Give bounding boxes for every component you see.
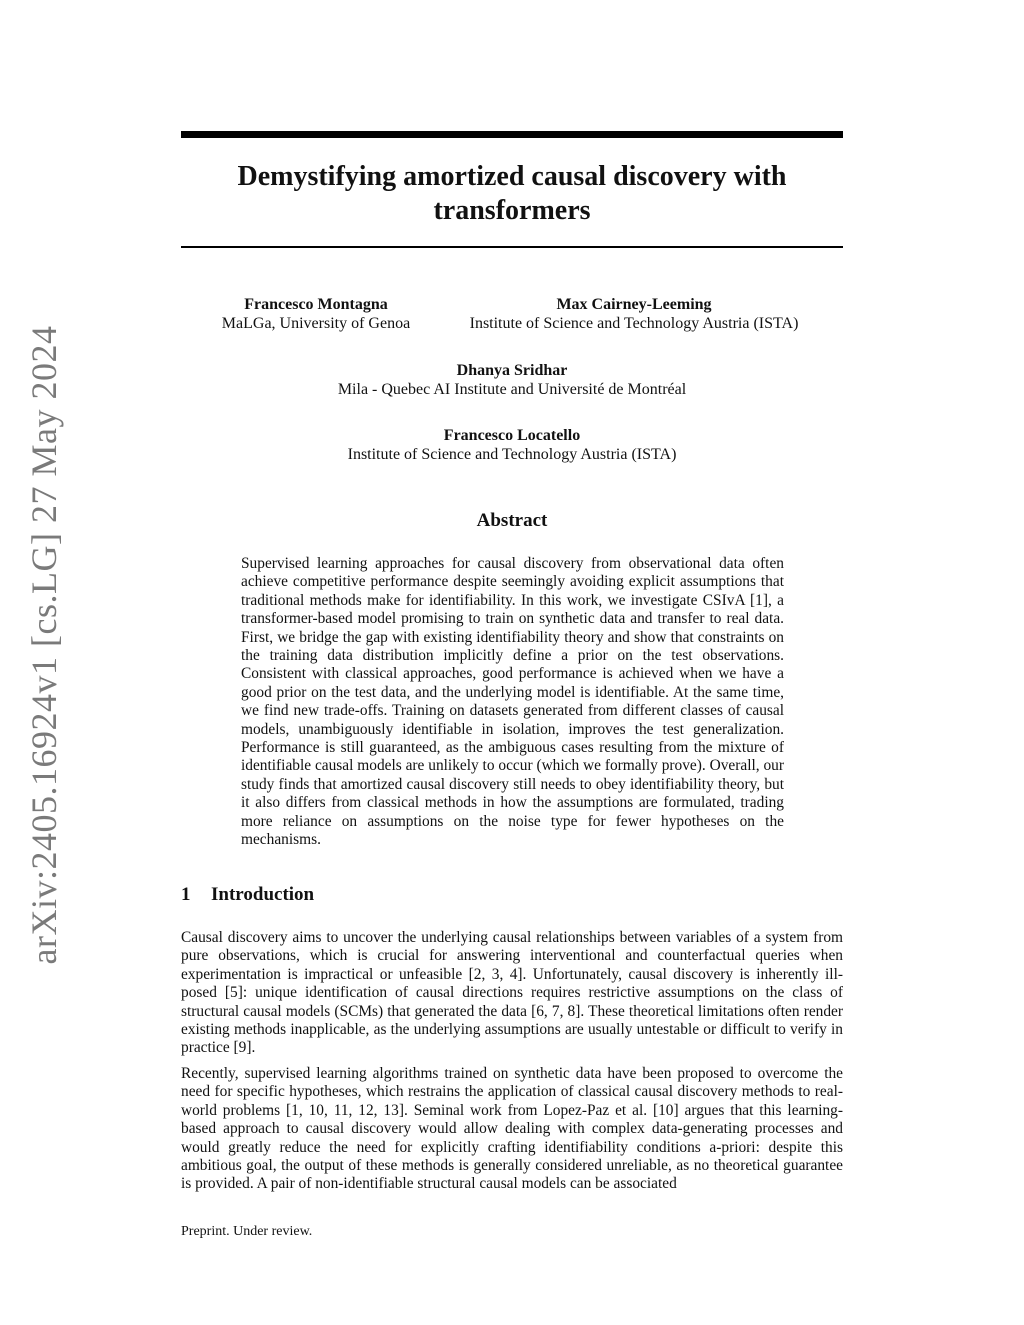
author-name: Max Cairney-Leeming [556, 296, 712, 313]
abstract-text: Supervised learning approaches for causal discovery from observational data often achieve competitive performance despite seemingly avoiding explicit assumptions that traditional methods make for identifiability. In this work, we investigate CSIvA [1], a transformer-based model promising to train on synthetic data and transfer to real data. First, we bridge the gap with existing identifiability theory and show that constraints on the training data distribution implicitly define a prior on the test observations. Consistent with classical approaches, good performance is achieved when we have a good prior on the test data, and the underlying model is identifiable. At the same time, we find new trade-offs. Training on datasets generated from different classes of causal models, unambiguously identifiable in isolation, improves the test generalization. Performance is still guaranteed, as the ambiguous cases resulting from the mixture of identifiable causal models are unlikely to occur (which we formally prove). Overall, our study finds that amortized causal discovery still needs to obey identifiability theory, but it also differs from classical methods in how the assumptions are formulated, trading more reliance on assumptions on the noise type for fewer hypotheses on the mechanisms. [241, 555, 784, 849]
author-block [200, 295, 432, 333]
author-name: Francesco Montagna [244, 296, 388, 313]
section-heading [181, 884, 314, 906]
title-bottom-rule [181, 246, 843, 248]
author-name: Francesco Locatello [443, 427, 581, 444]
author-block [452, 295, 816, 333]
section-number: 1 [181, 884, 191, 905]
footer-note: Preprint. Under review. [181, 1224, 313, 1239]
author-block [181, 426, 843, 464]
author-affiliation: Institute of Science and Technology Austria (ISTA) [347, 446, 677, 463]
author-affiliation: Institute of Science and Technology Austria (ISTA) [469, 315, 799, 332]
arxiv-identifier-stamp: arXiv:2405.16924v1 [cs.LG] 27 May 2024 [24, 325, 64, 965]
body-paragraph: Causal discovery aims to uncover the underlying causal relationships between variables of a system from pure observations, which is crucial for answering interventional and counterfactual queries when experimentation is impractical or unfeasible [2, 3, 4]. Unfortunately, causal discovery is inherently ill-posed [5]: unique identification of causal directions requires restrictive assumptions on the class of structural causal models (SCMs) that generated the data [6, 7, 8]. These theoretical limitations often render existing methods inapplicable, as the underlying assumptions are usually untestable or difficult to verify in practice [9]. [181, 929, 843, 1057]
author-affiliation: Mila - Quebec AI Institute and Université de Montréal [337, 381, 687, 398]
section-title: Introduction [211, 884, 315, 905]
title-top-rule [181, 131, 843, 138]
author-block [181, 361, 843, 399]
abstract-heading: Abstract [476, 510, 548, 531]
author-name: Dhanya Sridhar [456, 362, 568, 379]
paper-title: Demystifying amortized causal discovery with transformers [237, 161, 787, 226]
body-paragraph: Recently, supervised learning algorithms trained on synthetic data have been proposed to overcome the need for specific hypotheses, which restrains the application of classical causal discovery methods to real-world problems [1, 10, 11, 12, 13]. Seminal work from Lopez-Paz et al. [10] argues that this learning-based approach to causal discovery would allow dealing with complex data-generating processes and would greatly reduce the need for explicitly crafting identifiability conditions a-priori: despite this ambitious goal, the output of these methods is generally considered unreliable, as no theoretical guarantee is provided. A pair of non-identifiable structural causal models can be associated [181, 1065, 843, 1193]
author-affiliation: MaLGa, University of Genoa [221, 315, 411, 332]
